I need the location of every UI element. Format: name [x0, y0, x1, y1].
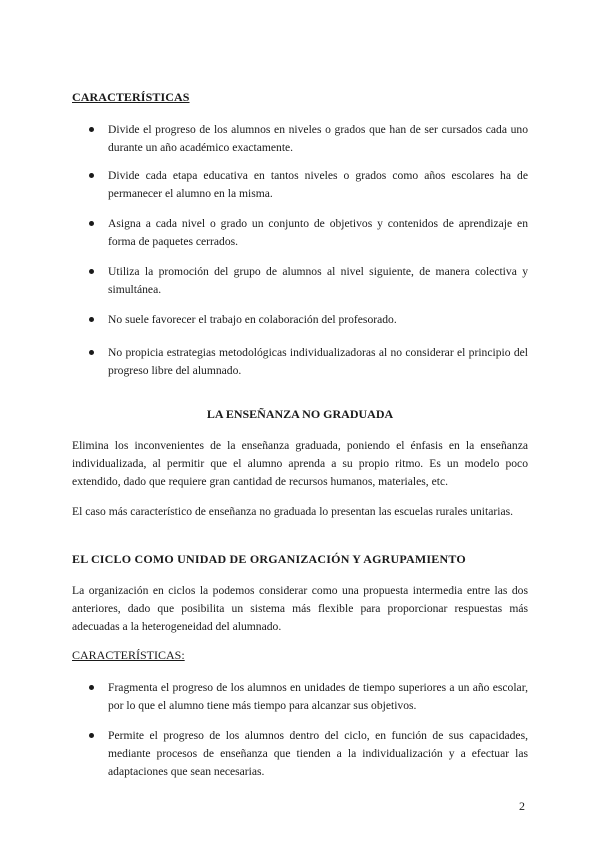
- bullet-icon: [89, 127, 94, 132]
- section-heading-no-graduada: LA ENSEÑANZA NO GRADUADA: [206, 407, 394, 421]
- paragraph-no-graduada-1: Elimina los inconvenientes de la enseñanza graduada, poniendo el énfasis en la enseñanza individualizada, al permitir que el alumno aprenda a su propio ritmo. Es un modelo poco extendido, dado que requiere gran cantidad de recursos humanos, materiales, etc.: [72, 439, 528, 488]
- paragraph-ciclo: La organización en ciclos la podemos considerar como una propuesta intermedia entre las dos anteriores, dado que posibilita un sistema más flexible para proporcionar respuestas más adecuadas a la heterogeneidad del alumnado.: [72, 584, 528, 633]
- bullet-icon: [89, 173, 94, 178]
- bullet-icon: [89, 350, 94, 355]
- page-number: 2: [519, 799, 525, 813]
- subheading-caracteristicas: CARACTERÍSTICAS:: [72, 648, 185, 662]
- bullet-icon: [89, 221, 94, 226]
- section-heading-ciclo: EL CICLO COMO UNIDAD DE ORGANIZACIÓN Y AGRUPAMIENTO: [72, 552, 466, 566]
- bullet-icon: [89, 317, 94, 322]
- bullet-icon: [89, 733, 94, 738]
- section-heading-caracteristicas: CARACTERÍSTICAS: [72, 90, 190, 104]
- bullet-icon: [89, 269, 94, 274]
- paragraph-no-graduada-2: El caso más característico de enseñanza no graduada lo presentan las escuelas rurales unitarias.: [72, 505, 514, 518]
- bullet-icon: [89, 685, 94, 690]
